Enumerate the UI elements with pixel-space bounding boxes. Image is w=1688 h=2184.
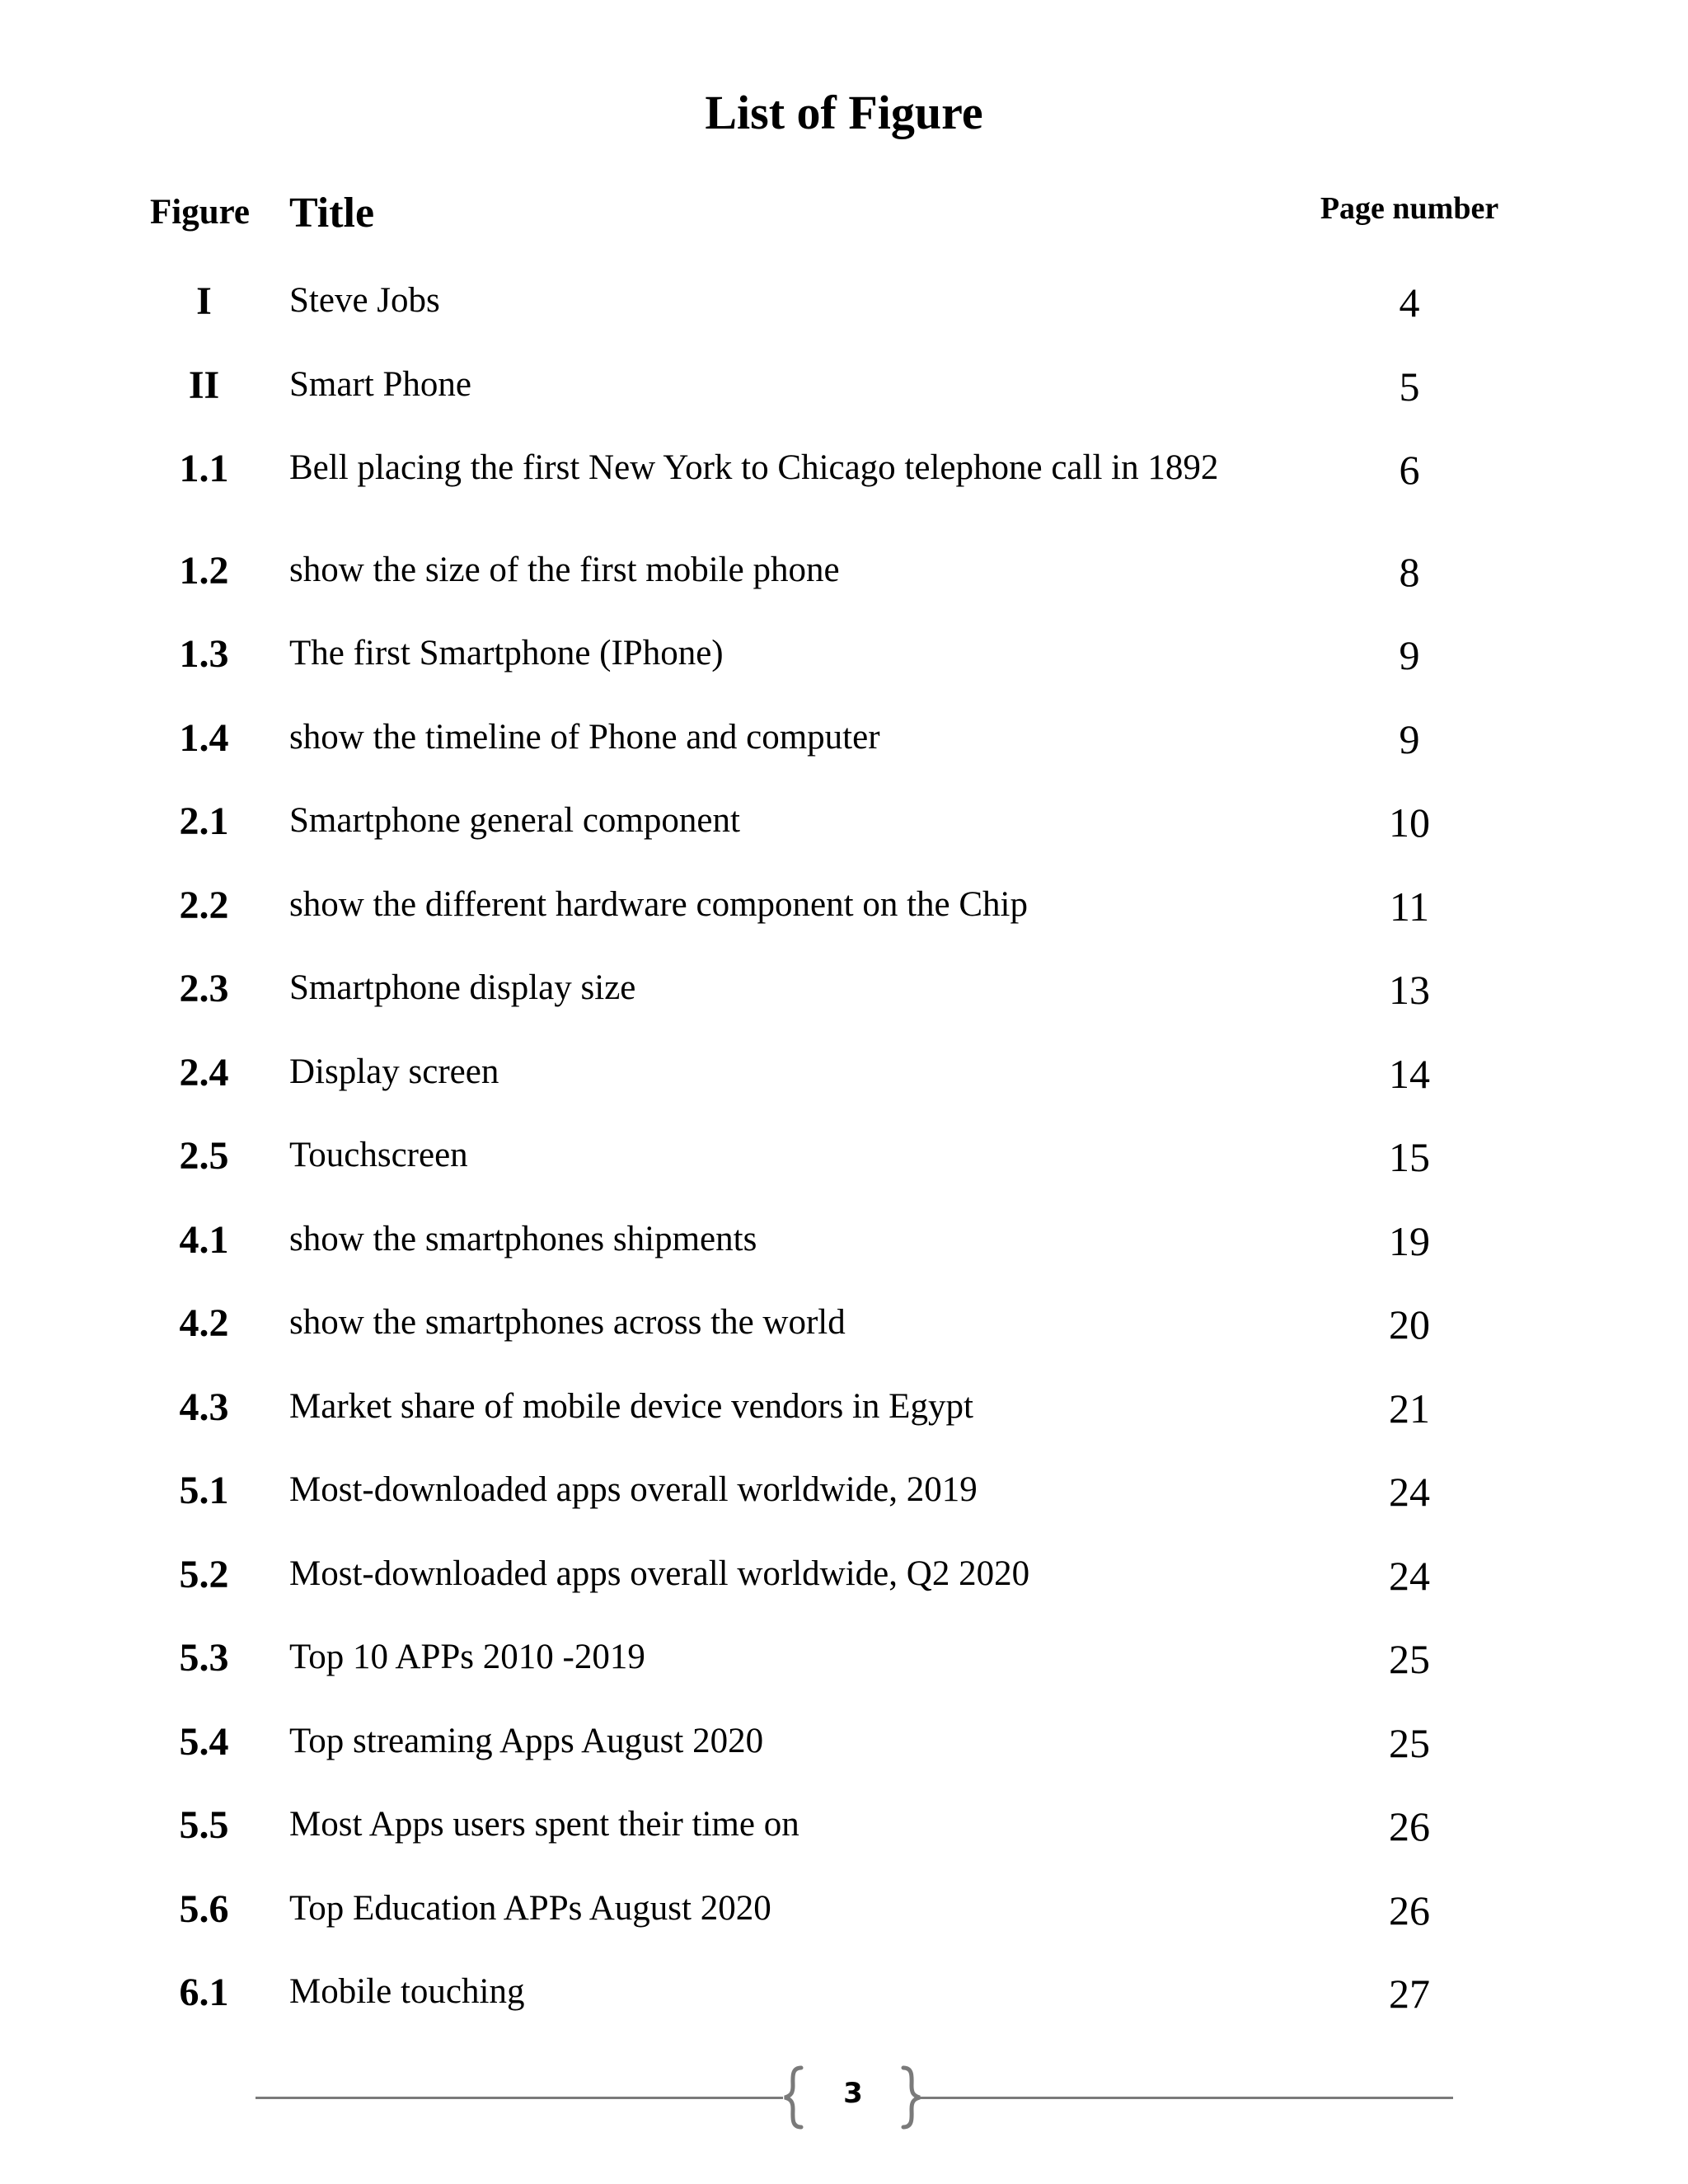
figure-title: Mobile touching <box>289 1972 525 2011</box>
figure-title: Smart Phone <box>289 365 471 404</box>
page-number: 3 <box>843 2077 863 2110</box>
page-number-cell: 9 <box>1399 632 1420 678</box>
page-number-cell: 13 <box>1389 967 1430 1013</box>
page-number-cell: 15 <box>1389 1134 1430 1180</box>
page-number-cell: 10 <box>1389 799 1430 846</box>
figure-title: Most-downloaded apps overall worldwide, 2019 <box>289 1470 978 1509</box>
figure-number: 6.1 <box>179 1971 229 2014</box>
figure-number: 2.2 <box>179 883 229 927</box>
figure-number: II <box>188 363 220 407</box>
page-number-cell: 14 <box>1389 1051 1430 1097</box>
figure-number: I <box>196 279 212 323</box>
page-number-cell: 19 <box>1389 1218 1430 1264</box>
figure-number: 5.6 <box>179 1887 229 1931</box>
figure-title: Most-downloaded apps overall worldwide, Q2 2020 <box>289 1554 1030 1593</box>
page-number-cell: 24 <box>1389 1469 1430 1515</box>
page-number-cell: 4 <box>1399 279 1420 326</box>
figure-number: 1.2 <box>179 549 229 593</box>
page-number-cell: 26 <box>1389 1803 1430 1849</box>
figure-title: Display screen <box>289 1052 499 1091</box>
figure-title: Touchscreen <box>289 1136 468 1174</box>
footer-rule-right <box>919 2097 1453 2099</box>
page-number-cell: 6 <box>1399 447 1420 493</box>
figure-number: 4.3 <box>179 1385 229 1429</box>
figure-title: show the different hardware component on the Chip <box>289 885 1028 924</box>
figure-number: 2.4 <box>179 1051 229 1094</box>
figure-title: Steve Jobs <box>289 281 440 320</box>
figure-number: 2.3 <box>179 967 229 1010</box>
page-number-cell: 21 <box>1389 1385 1430 1432</box>
page-title: List of Figure <box>705 86 983 139</box>
figure-number: 2.1 <box>179 799 229 843</box>
page-number-cell: 9 <box>1399 716 1420 762</box>
figure-number: 4.1 <box>179 1218 229 1262</box>
footer-rule-left <box>256 2097 783 2099</box>
page-number-cell: 26 <box>1389 1887 1430 1933</box>
figure-number: 4.2 <box>179 1301 229 1345</box>
figure-number: 1.1 <box>179 447 229 490</box>
figure-title: show the size of the first mobile phone <box>289 551 840 589</box>
page-footer <box>0 2064 1688 2130</box>
page-number-cell: 25 <box>1389 1720 1430 1766</box>
figure-number: 2.5 <box>179 1134 229 1178</box>
figure-number: 5.4 <box>179 1720 229 1764</box>
page-number-cell: 25 <box>1389 1636 1430 1682</box>
page-number-cell: 20 <box>1389 1301 1430 1347</box>
figure-number: 1.3 <box>179 632 229 676</box>
figure-title: Top streaming Apps August 2020 <box>289 1722 764 1760</box>
column-header-title: Title <box>289 190 375 237</box>
page-number-cell: 8 <box>1399 549 1420 595</box>
figure-title: Smartphone general component <box>289 801 740 840</box>
figure-title: show the smartphones shipments <box>289 1220 757 1258</box>
figure-title: The first Smartphone (IPhone) <box>289 634 724 673</box>
figure-title: show the timeline of Phone and computer <box>289 718 880 757</box>
page-number-cell: 27 <box>1389 1971 1430 2017</box>
left-brace-icon <box>781 2064 806 2130</box>
column-header-figure: Figure <box>150 193 251 232</box>
figure-title: show the smartphones across the world <box>289 1303 846 1342</box>
figure-title: Most Apps users spent their time on <box>289 1805 799 1844</box>
figure-number: 5.3 <box>179 1636 229 1680</box>
figure-number: 5.1 <box>179 1469 229 1512</box>
figure-title: Bell placing the first New York to Chicago telephone call in 1892 <box>289 448 1219 487</box>
figure-title: Top 10 APPs 2010 -2019 <box>289 1638 645 1676</box>
figure-title: Market share of mobile device vendors in Egypt <box>289 1387 973 1426</box>
figure-number: 1.4 <box>179 716 229 760</box>
page-number-cell: 5 <box>1399 363 1420 410</box>
column-header-page-number: Page number <box>1320 191 1499 226</box>
figure-title: Smartphone display size <box>289 968 636 1007</box>
page-number-cell: 24 <box>1389 1553 1430 1599</box>
figure-number: 5.2 <box>179 1553 229 1596</box>
page-number-cell: 11 <box>1389 883 1430 930</box>
figure-number: 5.5 <box>179 1803 229 1847</box>
figure-title: Top Education APPs August 2020 <box>289 1889 771 1928</box>
